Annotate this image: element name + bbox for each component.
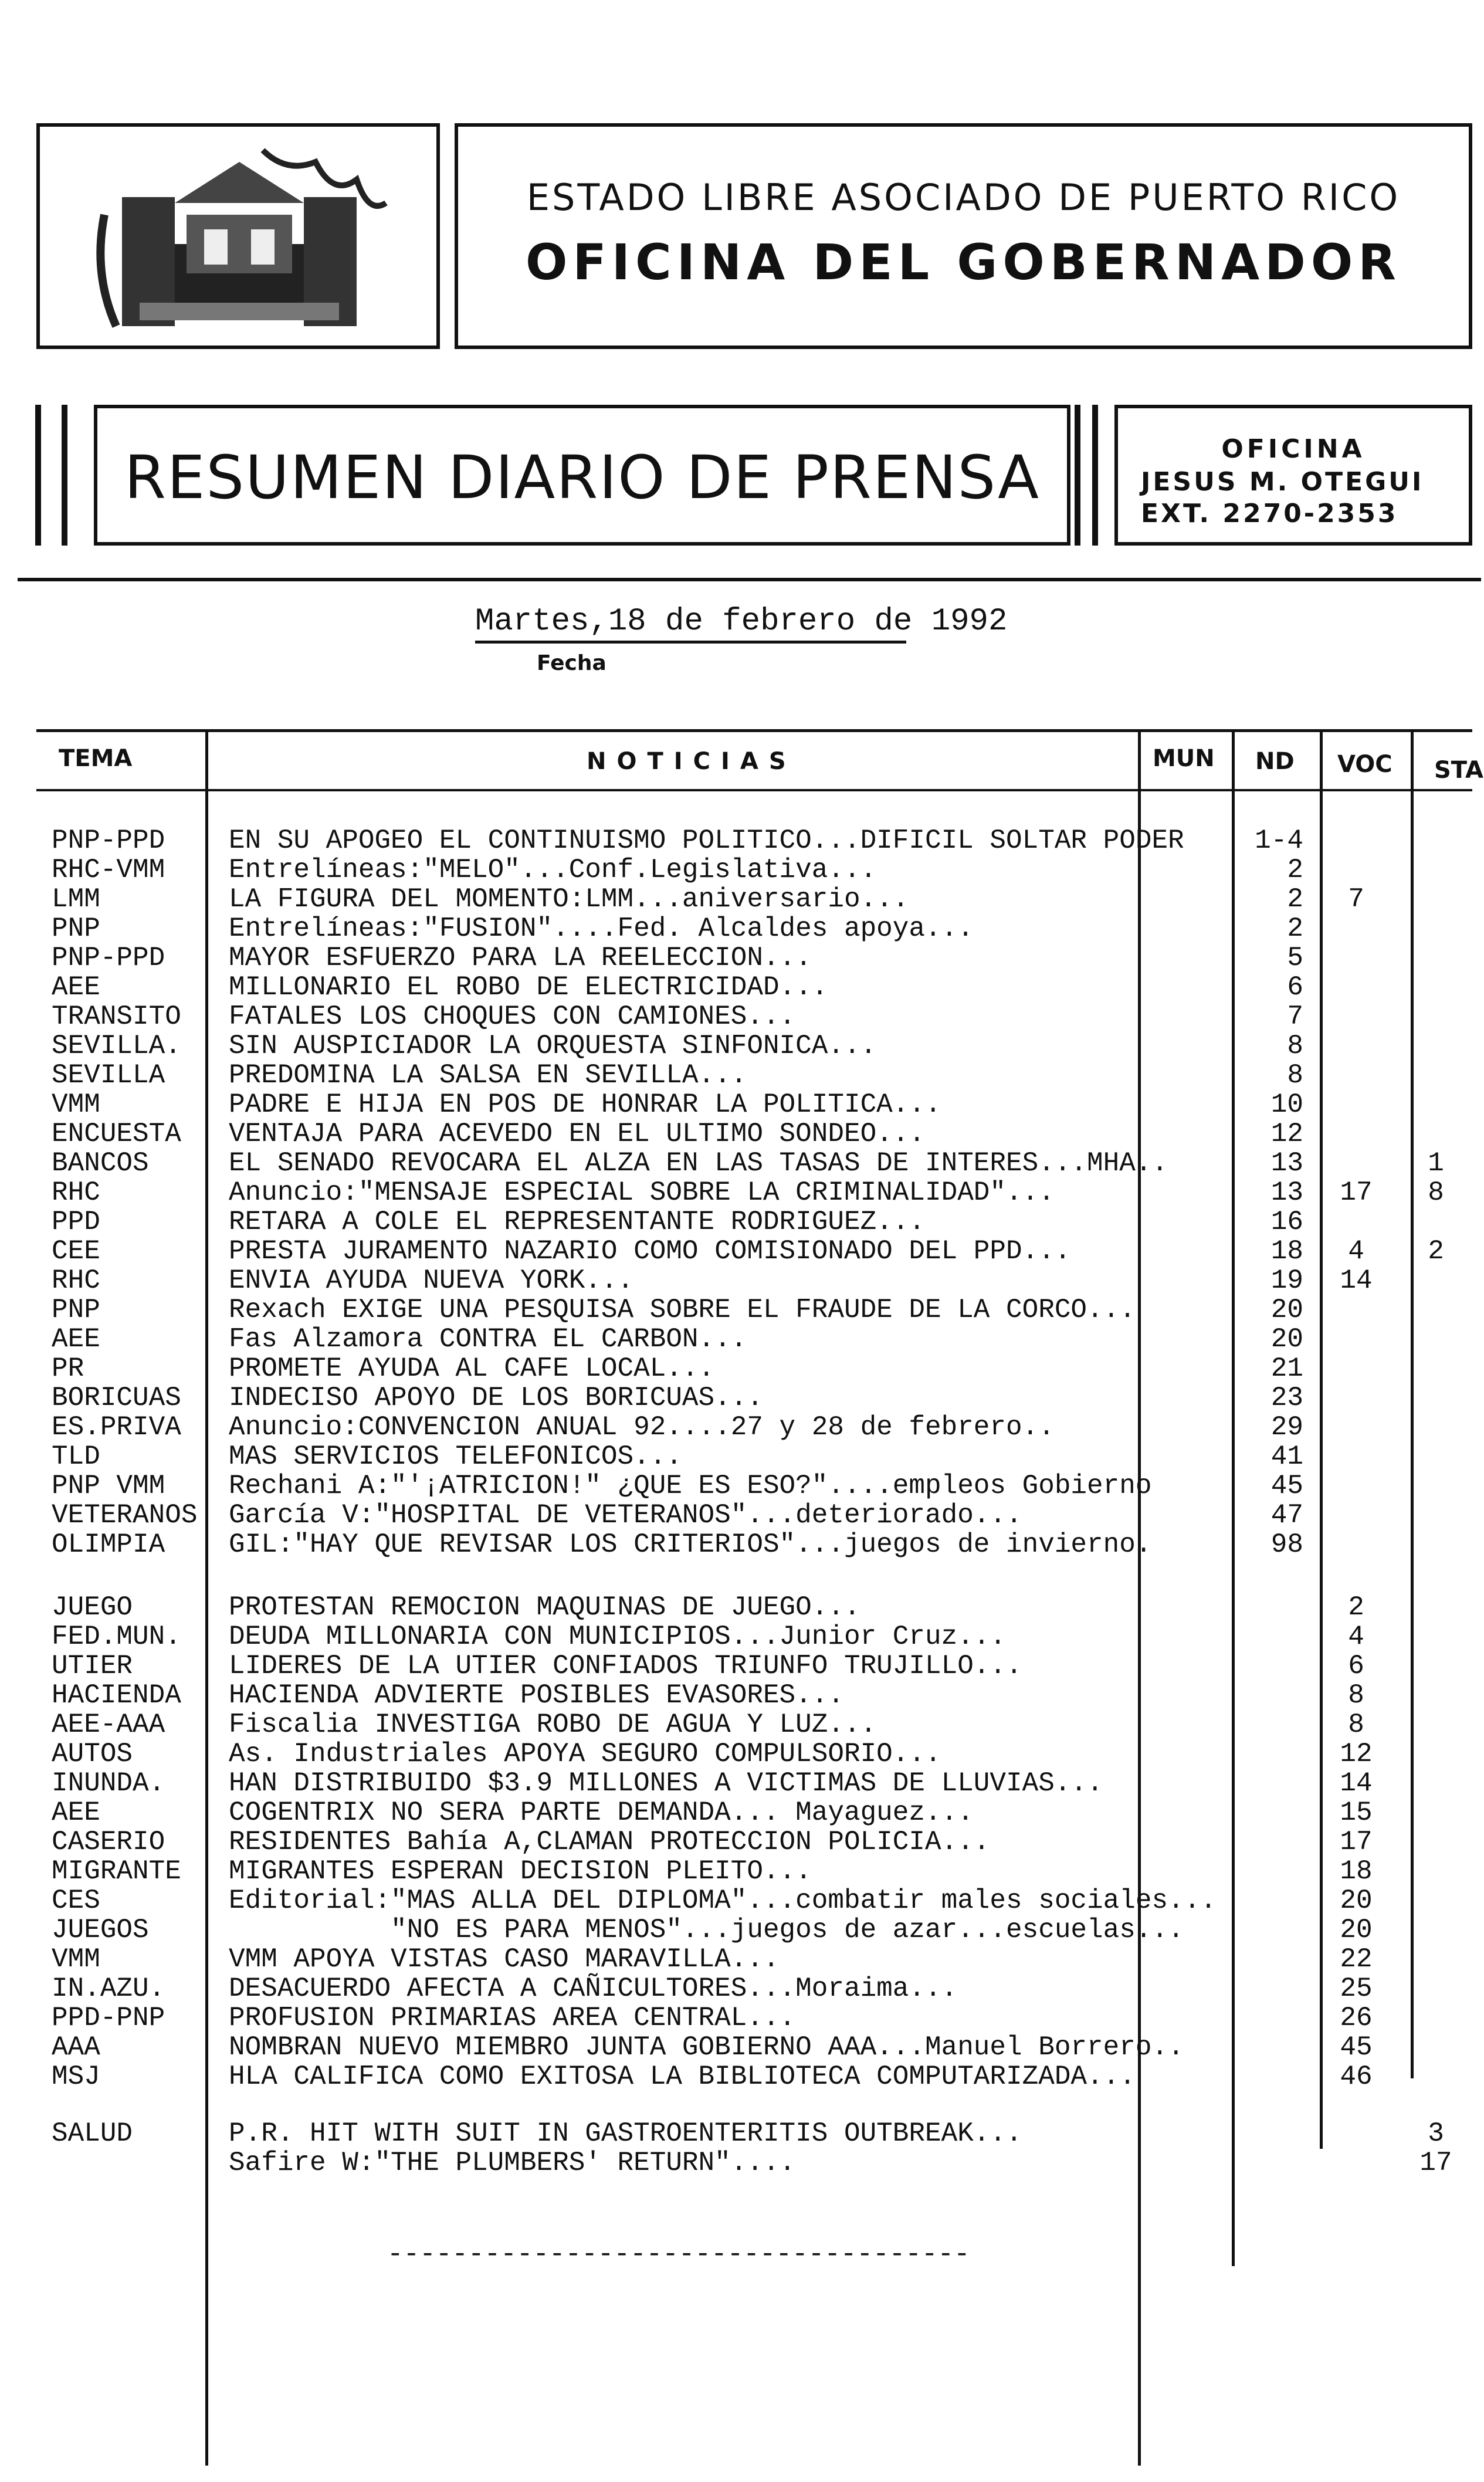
row-nd: 41 [1270,1441,1303,1472]
table-row [0,1501,1484,1530]
row-noticia: ENVIA AYUDA NUEVA YORK... [229,1265,634,1296]
row-nd: 5 [1287,943,1303,973]
row-tema: AEE-AAA [52,1709,165,1740]
table-row [0,1769,1484,1798]
row-tema: PNP-PPD [52,825,165,856]
table-row [0,1974,1484,2003]
row-voc: 22 [1340,1944,1373,1975]
table-row [0,1295,1484,1325]
table-row [0,2119,1484,2148]
row-noticia: MAYOR ESFUERZO PARA LA REELECCION... [229,943,812,973]
row-noticia: PADRE E HIJA EN POS DE HONRAR LA POLITICA... [229,1089,941,1120]
table-row [0,1798,1484,1827]
row-noticia: NOMBRAN NUEVO MIEMBRO JUNTA GOBIERNO AAA...Manuel Borrero.. [229,2032,1184,2063]
office-contact-name: JESUS M. OTEGUI [1141,467,1424,497]
row-tema: SEVILLA [52,1060,165,1091]
row-voc: 4 [1348,1621,1364,1652]
col-header-noticias: NOTICIAS [587,748,797,775]
table-row [0,826,1484,855]
row-noticia: Anuncio:CONVENCION ANUAL 92....27 y 28 de febrero.. [229,1412,1055,1443]
row-noticia: As. Industriales APOYA SEGURO COMPULSORIO... [229,1739,941,1769]
row-voc: 8 [1348,1709,1364,1740]
table-row [0,1739,1484,1769]
table-row [0,1915,1484,1945]
row-tema: CES [52,1885,100,1916]
table-row [0,914,1484,943]
row-noticia: Safire W:"THE PLUMBERS' RETURN".... [229,2148,796,2178]
row-noticia: LIDERES DE LA UTIER CONFIADOS TRIUNFO TRUJILLO... [229,1651,1022,1681]
row-noticia: MIGRANTES ESPERAN DECISION PLEITO... [229,1856,812,1887]
table-row [0,1857,1484,1886]
row-tema: OLIMPIA [52,1529,165,1560]
row-noticia: PROFUSION PRIMARIAS AREA CENTRAL... [229,2003,796,2033]
row-voc: 7 [1348,884,1364,915]
banner-title: RESUMEN DIARIO DE PRENSA [124,443,1040,513]
row-noticia: EN SU APOGEO EL CONTINUISMO POLITICO...DIFICIL SOLTAR PODER [229,825,1184,856]
row-nd: 20 [1270,1324,1303,1355]
table-row [0,1207,1484,1237]
row-nd: 8 [1287,1031,1303,1061]
row-tema: PR [52,1353,84,1384]
row-nd: 47 [1270,1500,1303,1530]
table-row [0,1325,1484,1354]
row-tema: BORICUAS [52,1383,181,1413]
banner-left-bar-2 [62,405,67,546]
row-tema: HACIENDA [52,1680,181,1711]
row-noticia: HAN DISTRIBUIDO $3.9 MILLONES A VICTIMAS DE LLUVIAS... [229,1768,1103,1799]
header-line2: OFICINA DEL GOBERNADOR [526,233,1401,291]
row-tema: AUTOS [52,1739,133,1769]
table-row [0,1827,1484,1857]
table-row [0,1383,1484,1413]
row-nd: 21 [1270,1353,1303,1384]
table-row [0,1622,1484,1651]
table-row [0,1149,1484,1178]
table-row [0,1031,1484,1061]
table-row [0,2003,1484,2033]
row-nd: 29 [1270,1412,1303,1443]
date-underline [475,641,906,644]
row-nd: 10 [1270,1089,1303,1120]
table-row [0,943,1484,973]
row-sta: 3 [1428,2118,1444,2149]
row-tema: ES.PRIVA [52,1412,181,1443]
row-nd: 19 [1270,1265,1303,1296]
row-noticia: Rexach EXIGE UNA PESQUISA SOBRE EL FRAUDE DE LA CORCO... [229,1295,1136,1325]
row-tema: CASERIO [52,1827,165,1857]
row-nd: 8 [1287,1060,1303,1091]
row-sta: 2 [1428,1236,1444,1267]
row-tema: FED.MUN. [52,1621,181,1652]
row-tema: MSJ [52,2061,100,2092]
row-voc: 14 [1340,1265,1373,1296]
row-voc: 17 [1340,1177,1373,1208]
row-noticia: PROMETE AYUDA AL CAFE LOCAL... [229,1353,715,1384]
row-nd: 18 [1270,1236,1303,1267]
row-tema: AAA [52,2032,100,2063]
table-row [0,2033,1484,2062]
row-noticia: Editorial:"MAS ALLA DEL DIPLOMA"...combatir males sociales... [229,1885,1217,1916]
table-row [0,1886,1484,1915]
row-nd: 2 [1287,884,1303,915]
row-voc: 20 [1340,1885,1373,1916]
row-nd: 13 [1270,1177,1303,1208]
row-voc: 15 [1340,1797,1373,1828]
table-row [0,855,1484,885]
row-tema: RHC [52,1177,100,1208]
row-noticia: COGENTRIX NO SERA PARTE DEMANDA... Mayaguez... [229,1797,974,1828]
row-tema: VMM [52,1089,100,1120]
table-row [0,1178,1484,1207]
table-row [0,1354,1484,1383]
row-noticia: SIN AUSPICIADOR LA ORQUESTA SINFONICA... [229,1031,877,1061]
table-row [0,1061,1484,1090]
row-noticia: VMM APOYA VISTAS CASO MARAVILLA... [229,1944,780,1975]
row-voc: 46 [1340,2061,1373,2092]
row-tema: TLD [52,1441,100,1472]
row-tema: SALUD [52,2118,133,2149]
row-noticia: VENTAJA PARA ACEVEDO EN EL ULTIMO SONDEO... [229,1119,925,1149]
row-noticia: HLA CALIFICA COMO EXITOSA LA BIBLIOTECA COMPUTARIZADA... [229,2061,1136,2092]
table-row [0,1651,1484,1681]
row-noticia: HACIENDA ADVIERTE POSIBLES EVASORES... [229,1680,844,1711]
table-row [0,1471,1484,1501]
row-noticia: PREDOMINA LA SALSA EN SEVILLA... [229,1060,747,1091]
table-row [0,1442,1484,1471]
row-noticia: García V:"HOSPITAL DE VETERANOS"...deteriorado... [229,1500,1022,1530]
row-noticia: FATALES LOS CHOQUES CON CAMIONES... [229,1001,796,1032]
row-tema: AEE [52,1797,100,1828]
row-noticia: EL SENADO REVOCARA EL ALZA EN LAS TASAS DE INTERES...MHA.. [229,1148,1168,1179]
row-sta: 17 [1419,2148,1452,2178]
row-voc: 12 [1340,1739,1373,1769]
row-tema: JUEGOS [52,1915,149,1945]
table-row [0,1119,1484,1149]
row-nd: 2 [1287,913,1303,944]
row-voc: 20 [1340,1915,1373,1945]
table-row [0,1710,1484,1739]
col-header-voc: VOC [1337,751,1392,778]
banner-right-bar-2 [1092,405,1098,546]
row-noticia: GIL:"HAY QUE REVISAR LOS CRITERIOS"...juegos de invierno. [229,1529,1152,1560]
row-tema: MIGRANTE [52,1856,181,1887]
row-voc: 45 [1340,2032,1373,2063]
row-tema: RHC [52,1265,100,1296]
table-row [0,1090,1484,1119]
row-noticia: Entrelíneas:"MELO"...Conf.Legislativa... [229,855,877,885]
row-voc: 17 [1340,1827,1373,1857]
row-tema: VMM [52,1944,100,1975]
row-noticia: MAS SERVICIOS TELEFONICOS... [229,1441,682,1472]
date-label: Fecha [537,651,607,675]
table-row [0,973,1484,1002]
row-noticia: PRESTA JURAMENTO NAZARIO COMO COMISIONADO DEL PPD... [229,1236,1071,1267]
table-row [0,1413,1484,1442]
banner-right-bar-1 [1075,405,1080,546]
row-tema: TRANSITO [52,1001,181,1032]
table-row [0,1945,1484,1974]
table-row [0,1002,1484,1031]
table-row [0,885,1484,914]
row-nd: 23 [1270,1383,1303,1413]
row-noticia: RESIDENTES Bahía A,CLAMAN PROTECCION POLICIA... [229,1827,990,1857]
row-tema: CEE [52,1236,100,1267]
row-sta: 1 [1428,1148,1444,1179]
row-tema: LMM [52,884,100,915]
col-header-mun: MUN [1153,745,1215,772]
row-noticia: RETARA A COLE EL REPRESENTANTE RODRIGUEZ... [229,1207,925,1237]
row-nd: 7 [1287,1001,1303,1032]
table-row [0,1530,1484,1559]
table-row [0,2062,1484,2091]
row-nd: 45 [1270,1471,1303,1501]
row-noticia: DEUDA MILLONARIA CON MUNICIPIOS...Junior Cruz... [229,1621,1007,1652]
row-voc: 6 [1348,1651,1364,1681]
table-row [0,1593,1484,1622]
row-tema: AEE [52,1324,100,1355]
governor-mansion-emblem [40,127,436,346]
col-header-tema: TEMA [59,745,133,772]
row-tema: PNP [52,1295,100,1325]
header-line1: ESTADO LIBRE ASOCIADO DE PUERTO RICO [526,176,1401,219]
row-tema: VETERANOS [52,1500,198,1530]
row-tema: JUEGO [52,1592,133,1623]
row-noticia: LA FIGURA DEL MOMENTO:LMM...aniversario... [229,884,909,915]
banner-left-bar-1 [35,405,41,546]
row-tema: BANCOS [52,1148,149,1179]
row-nd: 6 [1287,972,1303,1003]
row-voc: 4 [1348,1236,1364,1267]
row-noticia: "NO ES PARA MENOS"...juegos de azar...escuelas... [229,1915,1184,1945]
row-voc: 14 [1340,1768,1373,1799]
row-noticia: Anuncio:"MENSAJE ESPECIAL SOBRE LA CRIMINALIDAD"... [229,1177,1055,1208]
emblem-box [36,123,440,349]
row-tema: PPD [52,1207,100,1237]
row-nd: 1-4 [1255,825,1303,856]
table-top-rule [36,729,1472,732]
row-nd: 98 [1270,1529,1303,1560]
row-tema: UTIER [52,1651,133,1681]
row-tema: RHC-VMM [52,855,165,885]
table-row [0,1266,1484,1295]
col-header-nd: ND [1255,748,1295,775]
row-voc: 25 [1340,1973,1373,2004]
row-nd: 2 [1287,855,1303,885]
office-contact-ext: EXT. 2270-2353 [1141,499,1398,529]
table-row [0,2148,1484,2178]
row-voc: 8 [1348,1680,1364,1711]
row-noticia: INDECISO APOYO DE LOS BORICUAS... [229,1383,763,1413]
row-noticia: Fas Alzamora CONTRA EL CARBON... [229,1324,747,1355]
col-header-sta: STA [1434,757,1483,784]
table-header-rule [36,789,1472,791]
row-tema: PNP [52,913,100,944]
row-tema: SEVILLA. [52,1031,181,1061]
row-noticia: Rechani A:"'¡ATRICION!" ¿QUE ES ESO?"....empleos Gobierno [229,1471,1152,1501]
row-tema: AEE [52,972,100,1003]
row-tema: ENCUESTA [52,1119,181,1149]
row-nd: 20 [1270,1295,1303,1325]
row-tema: IN.AZU. [52,1973,165,2004]
row-nd: 12 [1270,1119,1303,1149]
row-tema: PPD-PNP [52,2003,165,2033]
row-nd: 16 [1270,1207,1303,1237]
row-noticia: Fiscalia INVESTIGA ROBO DE AGUA Y LUZ... [229,1709,877,1740]
row-tema: INUNDA. [52,1768,165,1799]
row-voc: 2 [1348,1592,1364,1623]
header-divider [18,578,1481,581]
date-value: Martes,18 de febrero de 1992 [475,604,1008,639]
row-sta: 8 [1428,1177,1444,1208]
row-tema: PNP-PPD [52,943,165,973]
row-noticia: DESACUERDO AFECTA A CAÑICULTORES...Moraima... [229,1973,958,2004]
table-row [0,1237,1484,1266]
row-nd: 13 [1270,1148,1303,1179]
row-voc: 26 [1340,2003,1373,2033]
row-tema: PNP VMM [52,1471,165,1501]
row-noticia: PROTESTAN REMOCION MAQUINAS DE JUEGO... [229,1592,860,1623]
table-row [0,1681,1484,1710]
office-contact-title: OFICINA [1221,434,1366,464]
row-voc: 18 [1340,1856,1373,1887]
row-noticia: Entrelíneas:"FUSION"....Fed. Alcaldes apoya... [229,913,974,944]
row-noticia: P.R. HIT WITH SUIT IN GASTROENTERITIS OUTBREAK... [229,2118,1022,2149]
footer-dashes: ------------------------------------ [387,2239,970,2270]
row-noticia: MILLONARIO EL ROBO DE ELECTRICIDAD... [229,972,828,1003]
